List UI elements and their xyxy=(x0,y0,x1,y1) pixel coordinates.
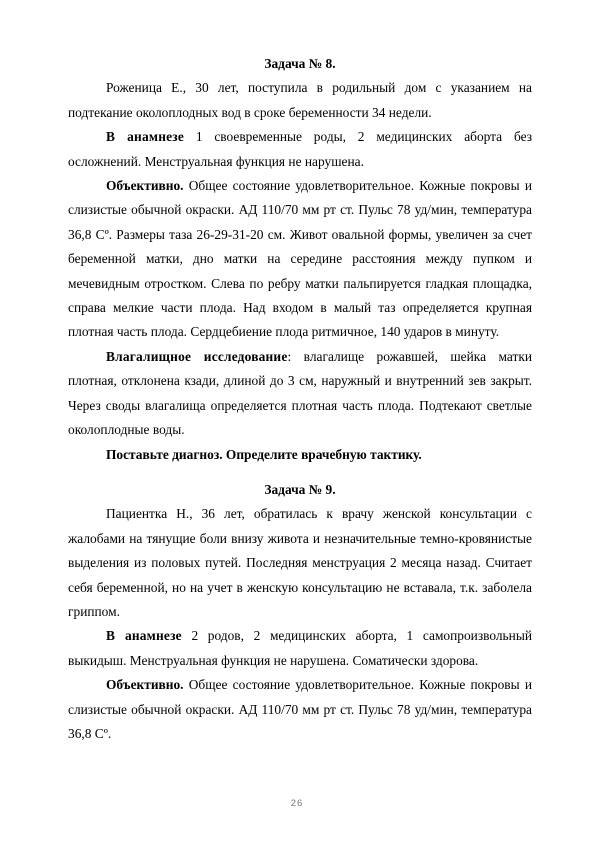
objective-text: Общее состояние удовлетворительное. Кожные покровы и слизистые обычной окраски. АД 110/70 мм рт ст. Пульс 78 уд/мин, температура 36,8 Сº. Размеры таза 26-29-31-20 см. Живот овальной формы, увеличен за счет беременной матки, дно матки на середине расстояния между пупком и мечевидным отростком. Слева по ребру матки пальпируется гладкая площадка, справа мелкие части плода. Над входом в малый таз определяется крупная плотная часть плода. Сердцебиение плода ритмичное, 140 ударов в минуту. xyxy=(68,178,532,340)
task-8-question: Поставьте диагноз. Определите врачебную тактику. xyxy=(106,446,422,462)
vaginal-exam-text: : влагалище рожавшей, шейка матки плотная, отклонена кзади, длиной до 3 см, наружный и внутренний зев закрыт. Через своды влагалища определяется плотная часть плода. Подтекают светлые околоплодные воды. xyxy=(68,348,532,438)
objective-text: Общее состояние удовлетворительное. Кожные покровы и слизистые обычной окраски. АД 110/70 мм рт ст. Пульс 78 уд/мин, температура 36,8 Сº. xyxy=(68,677,532,741)
vaginal-exam-label: Влагалищное исследование xyxy=(106,348,288,364)
objective-label: Объективно. xyxy=(106,178,184,194)
task-9-anamnesis xyxy=(68,624,532,673)
task-8-anamnesis xyxy=(68,125,532,174)
anamnesis-label: В анамнезе xyxy=(106,129,184,145)
document-page xyxy=(68,52,532,746)
task-8-vaginal-exam xyxy=(68,345,532,443)
anamnesis-label: В анамнезе xyxy=(106,628,182,644)
task-8-title: Задача № 8. xyxy=(264,56,336,71)
task-9-title: Задача № 9. xyxy=(264,481,336,497)
page-number: 26 xyxy=(290,798,304,809)
task-8-intro: Роженица Е., 30 лет, поступила в родильный дом с указанием на подтекание околоплодных вод в сроке беременности 34 недели. xyxy=(68,80,532,120)
anamnesis-text: 1 своевременные роды, 2 медицинских аборта без осложнений. Менструальная функция не нарушена. xyxy=(68,129,532,169)
objective-label: Объективно. xyxy=(106,677,184,693)
task-8-objective xyxy=(68,174,532,345)
task-9-intro: Пациентка Н., 36 лет, обратилась к врачу женской консультации с жалобами на тянущие боли внизу живота и незначительные темно-кровянистые выделения из половых путей. Последняя менструация 2 месяца назад. Считает себя беременной, но на учет в женскую консультацию не вставала, т.к. заболела гриппом. xyxy=(68,506,532,619)
anamnesis-text: 2 родов, 2 медицинских аборта, 1 самопроизвольный выкидыш. Менструальная функция не нарушена. Соматически здорова. xyxy=(68,628,532,668)
task-9-objective xyxy=(68,673,532,746)
